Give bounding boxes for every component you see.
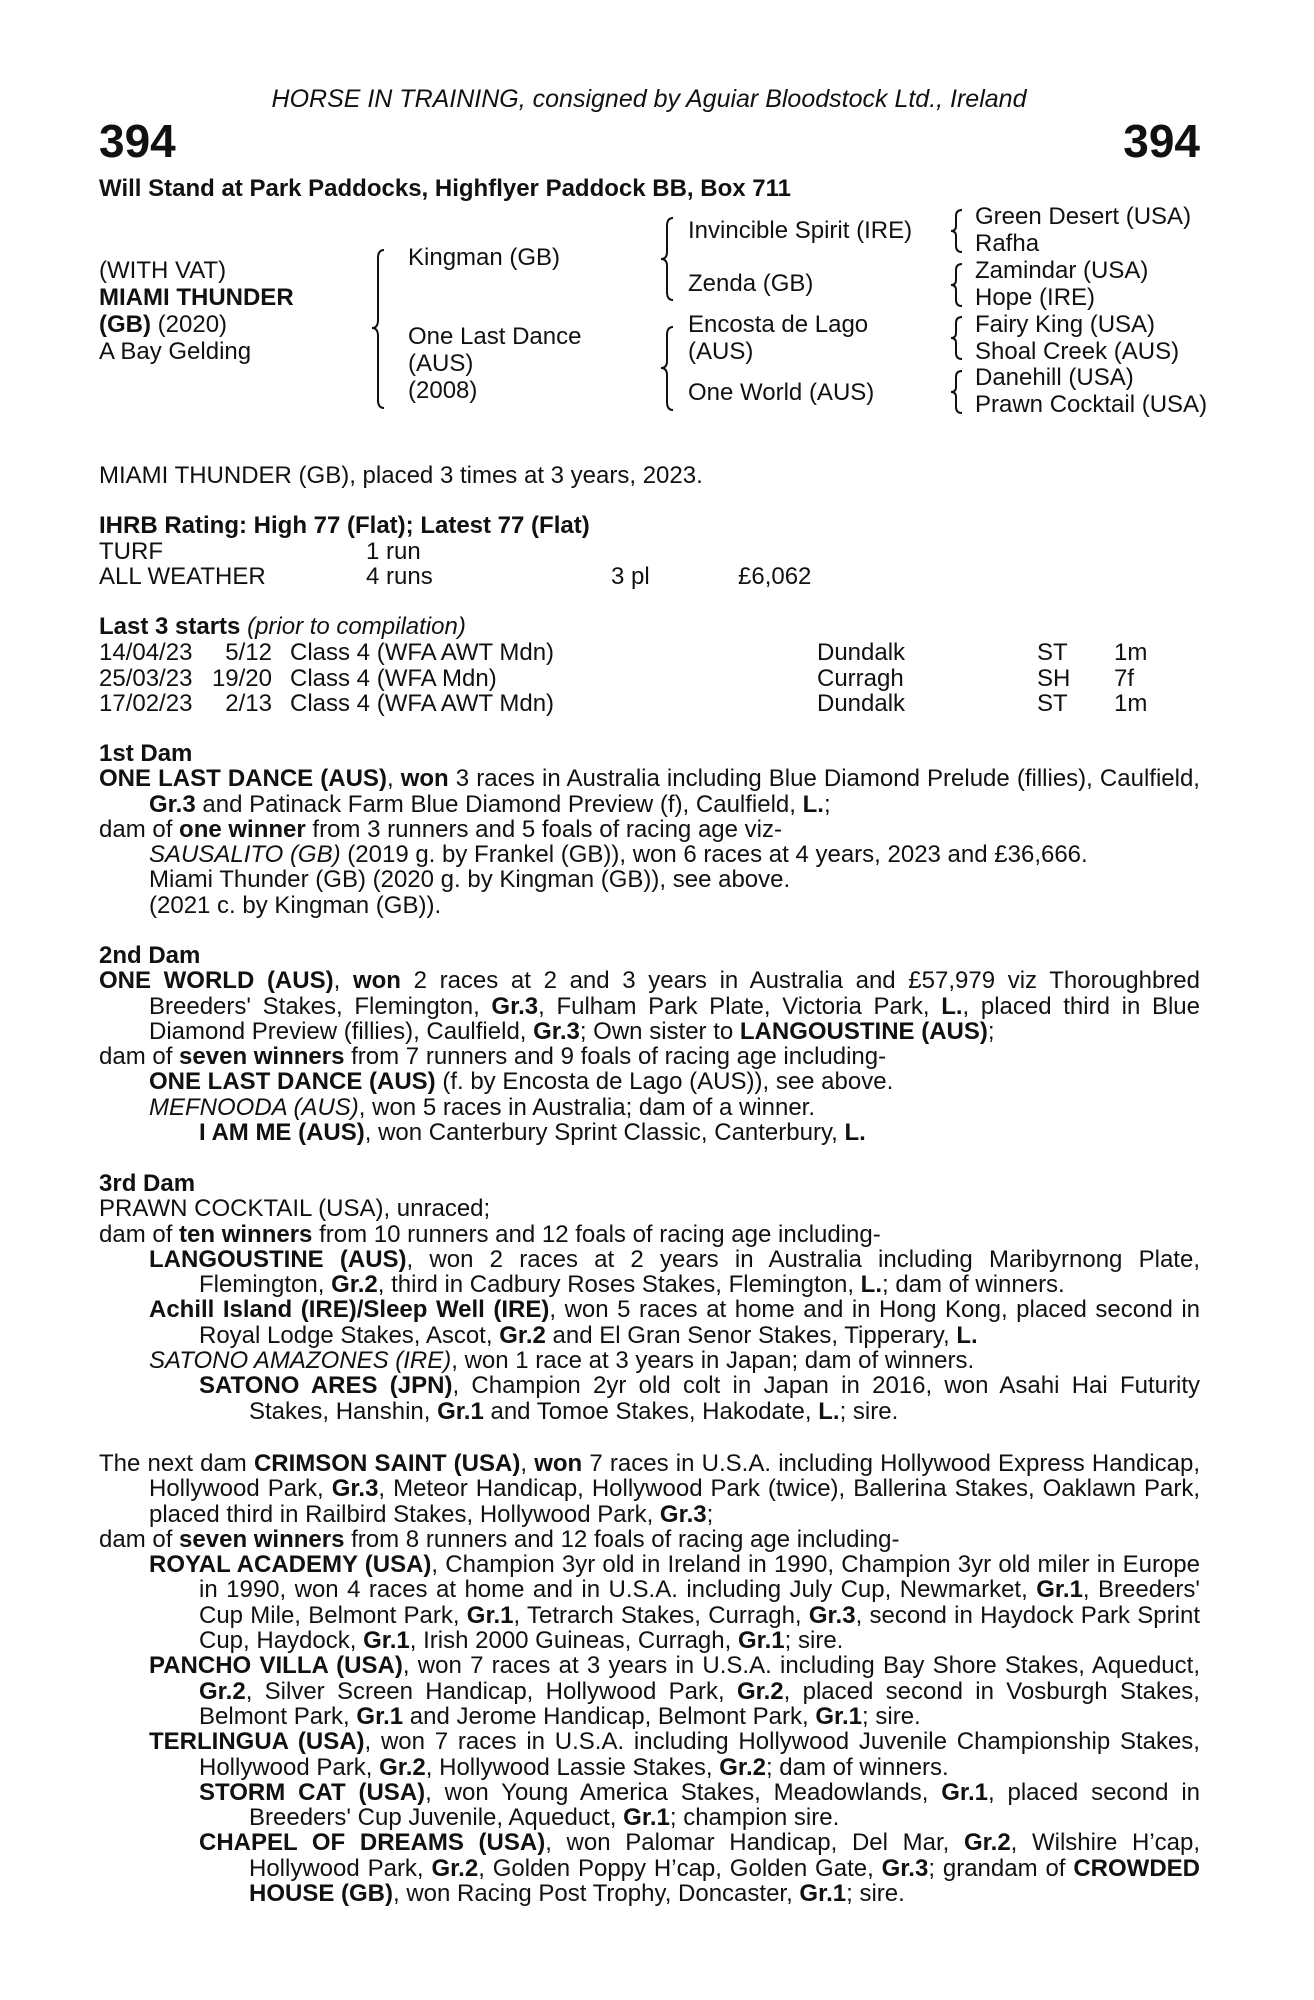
- text: ; sire.: [846, 1880, 905, 1908]
- text: , Irish 2000 Guineas, Curragh,: [409, 1627, 738, 1655]
- dam-dam: One World (AUS): [688, 379, 875, 406]
- bold-text: Gr.2: [499, 1321, 546, 1349]
- italic-text: SATONO AMAZONES (IRE): [149, 1347, 452, 1375]
- bold-text: I AM ME (AUS): [199, 1119, 365, 1147]
- text: , Tetrarch Stakes, Curragh,: [513, 1601, 809, 1629]
- text: ; dam of winners.: [881, 1271, 1065, 1299]
- last-starts-note: (prior to compilation): [247, 613, 466, 640]
- text: ;: [823, 790, 831, 818]
- text: (2019 g. by Frankel (GB)), won 6 races at 4 years, 2023 and £36,666.: [340, 841, 1088, 869]
- bold-text: Gr.1: [356, 1702, 404, 1730]
- dam-heading: 3rd Dam: [99, 1170, 196, 1197]
- gen3-ancestor: Fairy King (USA): [975, 311, 1156, 338]
- bold-text: L.: [818, 1397, 840, 1425]
- pedigree-entry: [99, 1552, 1200, 1653]
- text: , Wilshire H’cap, Hollywood Park,: [249, 1829, 1201, 1882]
- last-starts-title: Last 3 starts: [99, 613, 241, 640]
- horse-origin: [99, 312, 227, 337]
- text: , Champion 2yr old colt in Japan in 2016, won Asahi Hai Futurity Stakes, Hanshin,: [249, 1372, 1200, 1425]
- text: from 3 runners and 5 foals of racing age viz-: [305, 815, 782, 843]
- text: , won 2 races at 2 years in Australia including Maribyrnong Plate, Flemington,: [199, 1245, 1200, 1299]
- pedigree-entry: [99, 1069, 1200, 1094]
- rating-surface: TURF: [99, 538, 163, 565]
- text: ; champion sire.: [669, 1804, 840, 1832]
- text: and El Gran Senor Stakes, Tipperary,: [545, 1321, 957, 1349]
- start-going: ST: [1037, 639, 1068, 666]
- pedigree-entry: [99, 1044, 1200, 1069]
- horse-year: (2020): [157, 311, 228, 338]
- gen3-ancestor: Hope (IRE): [975, 284, 1096, 311]
- text: , Fulham Park Plate, Victoria Park,: [538, 992, 942, 1020]
- pedigree-entry: [99, 842, 1200, 867]
- pedigree-entry: [99, 1095, 1200, 1120]
- bold-text: Gr.3: [491, 992, 539, 1020]
- text: , won 5 races in Australia; dam of a winner.: [358, 1093, 816, 1121]
- brace-gen3-1: [951, 210, 962, 252]
- bold-text: CRIMSON SAINT (USA): [253, 1450, 521, 1477]
- text: ; Own sister to: [579, 1017, 740, 1045]
- text: , placed third in Blue Diamond Preview (fillies), Caulfield,: [149, 992, 1200, 1045]
- dam-heading: 2nd Dam: [99, 942, 201, 969]
- dam-section: [99, 1451, 1200, 1906]
- bold-text: LANGOUSTINE (AUS): [149, 1245, 407, 1273]
- text: 3 races in Australia including Blue Diamond Prelude (fillies), Caulfield,: [448, 765, 1200, 793]
- bold-text: Gr.1: [799, 1880, 847, 1908]
- bold-text: Gr.2: [719, 1753, 766, 1781]
- bold-text: Gr.2: [736, 1677, 784, 1705]
- horse-country: (GB): [99, 311, 151, 338]
- text: , won 1 race at 3 years in Japan; dam of winners.: [451, 1347, 975, 1375]
- text: , won Young America Stakes, Meadowlands,: [425, 1778, 942, 1806]
- rating-surface: ALL WEATHER: [99, 563, 266, 590]
- pedigree-entry: [99, 1297, 1200, 1348]
- text: from 10 runners and 12 foals of racing age including-: [312, 1220, 881, 1248]
- bold-text: won: [352, 967, 401, 995]
- bold-text: Gr.2: [431, 1854, 479, 1882]
- bold-text: ONE LAST DANCE (AUS): [99, 765, 387, 793]
- text: dam of: [99, 1525, 180, 1553]
- gen3-ancestor: Zamindar (USA): [975, 257, 1149, 284]
- dam-section: [99, 741, 1200, 918]
- text: (2021 c. by Kingman (GB)).: [149, 891, 442, 919]
- dam-line-2: (AUS): [408, 350, 474, 377]
- start-distance: 1m: [1114, 639, 1148, 666]
- bold-text: seven winners: [179, 1043, 345, 1071]
- text: , placed second in Vosburgh Stakes, Belmont Park,: [199, 1677, 1200, 1730]
- sire-dam: Zenda (GB): [688, 270, 814, 297]
- pedigree-entry: [99, 1653, 1200, 1729]
- text: dam of: [99, 1220, 180, 1248]
- bold-text: Gr.1: [737, 1627, 785, 1655]
- start-position: 5/12: [225, 639, 272, 666]
- bold-text: L.: [844, 1119, 866, 1147]
- pedigree-entry: [99, 817, 1200, 842]
- rating-earnings: £6,062: [738, 563, 812, 590]
- bold-text: Gr.1: [1036, 1576, 1083, 1604]
- lot-number-left: 394: [99, 115, 176, 167]
- text: , won Canterbury Sprint Classic, Canterbury,: [364, 1119, 845, 1147]
- start-date: 14/04/23: [99, 639, 193, 666]
- start-course: Curragh: [817, 665, 904, 692]
- dam-section: [99, 943, 1200, 1145]
- bold-text: Gr.1: [437, 1397, 484, 1425]
- text: (f. by Encosta de Lago (AUS)), see above.: [435, 1068, 894, 1096]
- text: and Patinack Farm Blue Diamond Preview (f), Caulfield,: [195, 790, 803, 818]
- pedigree-entry: [99, 1348, 1200, 1373]
- bold-text: Gr.2: [331, 1271, 378, 1299]
- bold-text: ten winners: [179, 1220, 313, 1248]
- sire-sire: Invincible Spirit (IRE): [688, 217, 913, 244]
- text: ;: [706, 1500, 714, 1528]
- dam-sire-line-2: (AUS): [688, 338, 754, 365]
- text: PRAWN COCKTAIL (USA), unraced;: [99, 1195, 491, 1223]
- brace-gen2-sire: [661, 218, 673, 300]
- bold-text: L.: [802, 790, 824, 818]
- text: , won Racing Post Trophy, Doncaster,: [393, 1880, 800, 1908]
- start-race: Class 4 (WFA AWT Mdn): [290, 639, 555, 666]
- start-date: 25/03/23: [99, 665, 193, 692]
- gen3-ancestor: Shoal Creek (AUS): [975, 338, 1180, 365]
- text: , third in Cadbury Roses Stakes, Flemington,: [377, 1271, 861, 1299]
- text: , Champion 3yr old in Ireland in 1990, Champion 3yr old miler in Europe in 1990, won 4 races at home and in U.S.A. including July Cup, Newmarket,: [199, 1551, 1200, 1604]
- bold-text: STORM CAT (USA): [199, 1778, 426, 1806]
- brace-gen1: [372, 250, 384, 408]
- rating-runs: 1 run: [366, 538, 421, 565]
- start-position: 19/20: [211, 665, 272, 692]
- bold-text: Gr.3: [881, 1854, 929, 1882]
- dam-line-1: One Last Dance: [408, 323, 582, 350]
- bold-text: seven winners: [179, 1525, 345, 1553]
- pedigree-entry: [99, 1451, 1200, 1527]
- pedigree-entry: [99, 1729, 1200, 1780]
- text: dam of: [99, 1043, 180, 1071]
- start-distance: 1m: [1114, 690, 1148, 717]
- stabling-location: Will Stand at Park Paddocks, Highflyer Paddock BB, Box 711: [99, 175, 791, 202]
- bold-text: Gr.1: [466, 1601, 514, 1629]
- text: ,: [520, 1450, 535, 1477]
- text: 2 races at 2 and 3 years in Australia and £57,979 viz Thoroughbred Breeders' Stakes, Flemington,: [149, 967, 1201, 1020]
- pedigree-entry: [99, 867, 1200, 892]
- brace-gen3-4: [951, 371, 962, 413]
- text: , Breeders' Cup Mile, Belmont Park,: [199, 1576, 1200, 1629]
- bold-text: Gr.3: [149, 790, 196, 818]
- race-summary: MIAMI THUNDER (GB), placed 3 times at 3 years, 2023.: [99, 462, 703, 489]
- rating-placed: 3 pl: [611, 563, 650, 590]
- pedigree-entry: [99, 1222, 1200, 1247]
- bold-text: SATONO ARES (JPN): [199, 1372, 453, 1400]
- text: The next dam: [99, 1450, 254, 1477]
- bold-text: won: [400, 765, 449, 793]
- pedigree-entry: [99, 1830, 1200, 1906]
- bold-text: L.: [941, 992, 963, 1020]
- pedigree-entry: [99, 1373, 1200, 1424]
- text: ; grandam of: [928, 1854, 1074, 1882]
- text: , Meteor Handicap, Hollywood Park (twice), Ballerina Stakes, Oaklawn Park, placed third in Railbird Stakes, Hollywood Park,: [149, 1475, 1200, 1528]
- bold-text: ROYAL ACADEMY (USA): [149, 1551, 432, 1579]
- dam-line-3: (2008): [408, 377, 478, 404]
- text: Miami Thunder (GB) (2020 g. by Kingman (GB)), see above.: [149, 866, 791, 894]
- bold-text: Gr.3: [808, 1601, 856, 1629]
- pedigree-entry: [99, 968, 1200, 1044]
- bold-text: Gr.3: [331, 1475, 379, 1503]
- text: ; sire.: [784, 1627, 844, 1655]
- text: dam of: [99, 815, 180, 843]
- text: ; sire.: [862, 1702, 921, 1730]
- text: , won 7 races in U.S.A. including Hollywood Juvenile Championship Stakes, Hollywood Park,: [199, 1728, 1200, 1781]
- text: ; sire.: [839, 1397, 899, 1425]
- pedigree-entry: [99, 1527, 1200, 1552]
- pedigree-entry: [99, 1120, 1200, 1145]
- text: , second in Haydock Park Sprint Cup, Haydock,: [199, 1601, 1200, 1655]
- pedigree-entry: [99, 1247, 1200, 1298]
- rating-title: IHRB Rating: High 77 (Flat); Latest 77 (Flat): [99, 512, 590, 539]
- dam-heading: 1st Dam: [99, 740, 193, 767]
- pedigree-entry: [99, 1780, 1200, 1831]
- bold-text: Gr.2: [963, 1829, 1011, 1857]
- start-race: Class 4 (WFA AWT Mdn): [290, 690, 555, 717]
- bold-text: Gr.1: [815, 1702, 863, 1730]
- text: ,: [333, 967, 353, 995]
- text: , placed second in Breeders' Cup Juvenile, Aqueduct,: [249, 1778, 1201, 1832]
- bold-text: LANGOUSTINE (AUS): [739, 1017, 988, 1045]
- dam-section: [99, 1171, 1200, 1424]
- gen3-ancestor: Rafha: [975, 230, 1040, 257]
- start-going: SH: [1037, 665, 1071, 692]
- bold-text: Gr.1: [363, 1627, 410, 1655]
- text: ,: [386, 765, 401, 793]
- bold-text: CROWDED HOUSE (GB): [249, 1854, 1200, 1908]
- text: , won 7 races at 3 years in U.S.A. including Bay Shore Stakes, Aqueduct,: [402, 1652, 1200, 1680]
- pedigree-entry: [99, 893, 1200, 918]
- gen3-ancestor: Danehill (USA): [975, 364, 1134, 391]
- start-course: Dundalk: [817, 690, 906, 717]
- bold-text: Gr.1: [941, 1778, 988, 1806]
- bold-text: Gr.1: [623, 1804, 670, 1832]
- gen3-ancestor: Green Desert (USA): [975, 203, 1192, 230]
- text: ; dam of winners.: [765, 1753, 949, 1781]
- text: and Jerome Handicap, Belmont Park,: [403, 1702, 816, 1730]
- bold-text: won: [534, 1450, 583, 1477]
- bold-text: one winner: [179, 815, 306, 843]
- start-date: 17/02/23: [99, 690, 193, 717]
- last-starts-title-line: [99, 614, 466, 639]
- brace-gen3-3: [951, 317, 962, 359]
- pedigree-entry: [99, 766, 1200, 817]
- text: from 7 runners and 9 foals of racing age including-: [344, 1043, 887, 1071]
- bold-text: L.: [860, 1271, 882, 1299]
- vat-status: (WITH VAT): [99, 257, 227, 284]
- text: 7 races in U.S.A. including Hollywood Express Handicap, Hollywood Park,: [149, 1450, 1200, 1503]
- bold-text: Gr.2: [379, 1753, 426, 1781]
- rating-runs: 4 runs: [366, 563, 433, 590]
- bold-text: ONE LAST DANCE (AUS): [149, 1068, 436, 1096]
- text: , Silver Screen Handicap, Hollywood Park,: [245, 1677, 737, 1705]
- text: from 8 runners and 12 foals of racing age including-: [344, 1525, 900, 1553]
- text: , won Palomar Handicap, Del Mar,: [545, 1829, 964, 1857]
- sire: Kingman (GB): [408, 244, 561, 271]
- start-course: Dundalk: [817, 639, 906, 666]
- bold-text: Achill Island (IRE)/Sleep Well (IRE): [149, 1296, 550, 1324]
- pedigree-entry: [99, 1196, 1200, 1221]
- text: and Tomoe Stakes, Hakodate,: [483, 1397, 819, 1425]
- horse-description: A Bay Gelding: [99, 338, 252, 365]
- italic-text: SAUSALITO (GB): [149, 841, 341, 869]
- start-going: ST: [1037, 690, 1068, 717]
- bold-text: L.: [956, 1321, 978, 1349]
- gen3-ancestor: Prawn Cocktail (USA): [975, 391, 1208, 418]
- start-race: Class 4 (WFA Mdn): [290, 665, 497, 692]
- bold-text: Gr.3: [659, 1500, 707, 1528]
- start-position: 2/13: [225, 690, 272, 717]
- consignment-header: HORSE IN TRAINING, consigned by Aguiar Bloodstock Ltd., Ireland: [271, 85, 1027, 113]
- bold-text: Gr.3: [533, 1017, 580, 1045]
- lot-number-right: 394: [1123, 115, 1200, 167]
- start-distance: 7f: [1114, 665, 1135, 692]
- horse-name: MIAMI THUNDER: [99, 284, 294, 311]
- bold-text: PANCHO VILLA (USA): [149, 1652, 403, 1680]
- text: , Golden Poppy H’cap, Golden Gate,: [478, 1854, 882, 1882]
- text: , won 5 races at home and in Hong Kong, placed second in Royal Lodge Stakes, Ascot,: [199, 1296, 1201, 1349]
- dam-sire-line-1: Encosta de Lago: [688, 311, 869, 338]
- brace-gen3-2: [951, 264, 962, 306]
- bold-text: TERLINGUA (USA): [149, 1728, 365, 1756]
- bold-text: CHAPEL OF DREAMS (USA): [199, 1829, 546, 1857]
- text: , Hollywood Lassie Stakes,: [425, 1753, 720, 1781]
- bold-text: ONE WORLD (AUS): [99, 967, 334, 995]
- brace-gen2-dam: [661, 327, 673, 410]
- italic-text: MEFNOODA (AUS): [149, 1093, 359, 1121]
- text: ;: [987, 1017, 995, 1045]
- bold-text: Gr.2: [199, 1677, 246, 1705]
